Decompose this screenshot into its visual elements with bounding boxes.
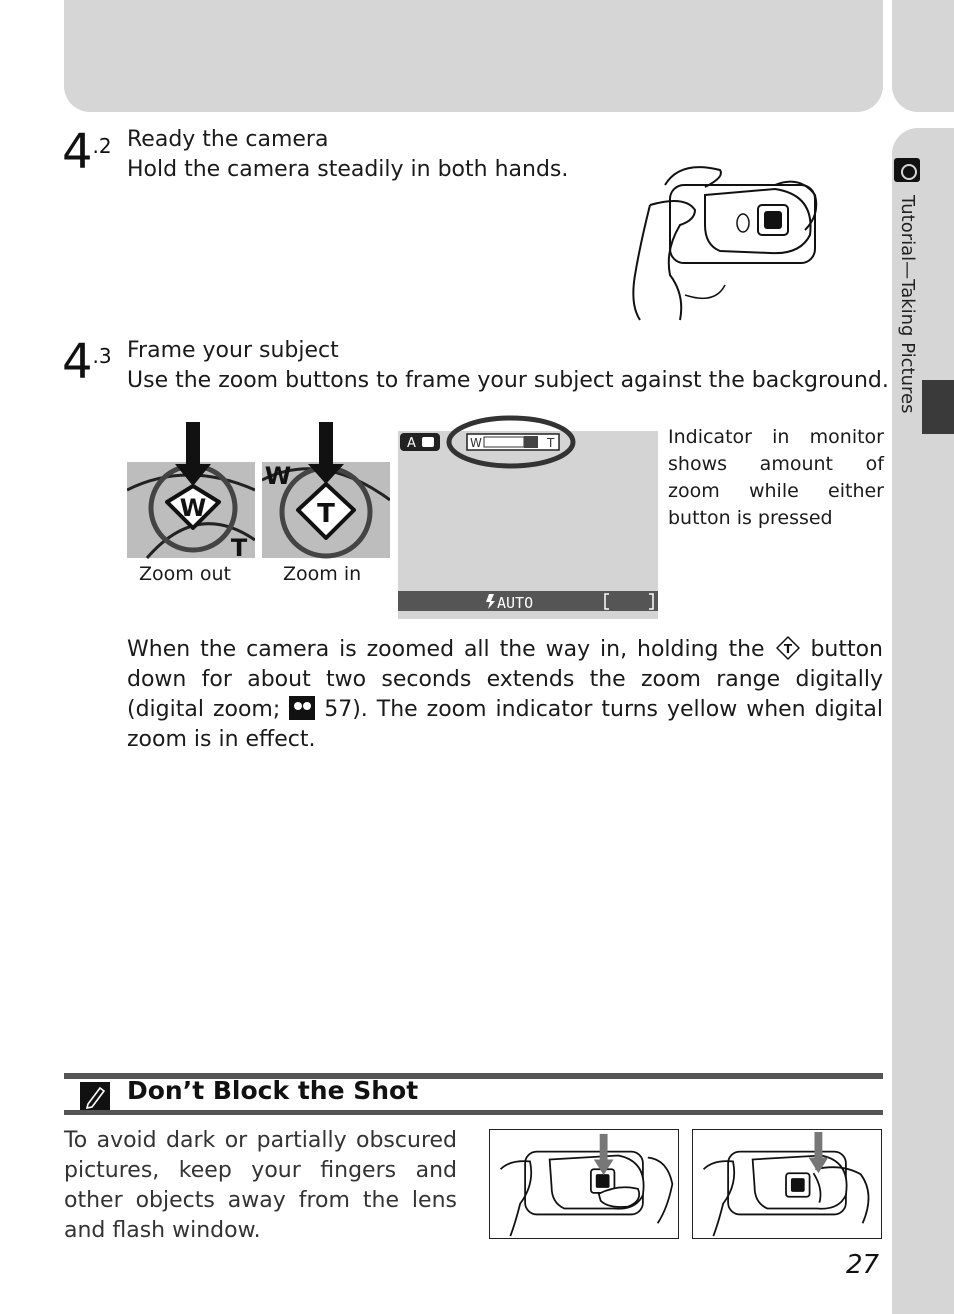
w-key-label: W xyxy=(179,494,207,522)
step-title: Frame your subject xyxy=(127,338,339,363)
chapter-tab-marker xyxy=(922,380,954,434)
page-number: 27 xyxy=(846,1250,880,1280)
step-body: Hold the camera steadily in both hands. xyxy=(127,157,569,182)
camera-mode-icon xyxy=(894,158,920,182)
zoom-in-caption: Zoom in xyxy=(283,563,362,585)
zoom-indicator-t: T xyxy=(547,436,555,450)
digital-zoom-paragraph: When the camera is zoomed all the way in, holding the T button down for about two seconds extends the zoom range digitally (digital zoom; 57). The zoom indicator turns yellow when digital zoom is in effect. xyxy=(127,637,884,752)
tip-body: To avoid dark or partially obscured pictures, keep your fingers and other objects away from the lens and flash window. xyxy=(64,1128,457,1243)
step-title: Ready the camera xyxy=(127,127,329,152)
tip-title: Don’t Block the Shot xyxy=(127,1076,419,1105)
mode-indicator: A xyxy=(407,436,416,451)
zoom-indicator-bar xyxy=(524,436,538,448)
t-key-label: T xyxy=(317,499,335,529)
pencil-note-icon xyxy=(80,1082,110,1110)
zoom-out-button-illustration xyxy=(127,420,255,560)
t-button-icon xyxy=(775,635,801,661)
zoom-out-caption: Zoom out xyxy=(139,563,231,585)
blocked-lens-illustration xyxy=(489,1129,679,1239)
blocked-flash-illustration xyxy=(692,1129,882,1239)
svg-text:T: T xyxy=(230,534,248,560)
page-reference-icon xyxy=(289,696,315,720)
tip-rule-bottom xyxy=(64,1110,883,1115)
hands-holding-camera-illustration xyxy=(625,155,825,325)
indicator-caption: Indicator in monitor shows amount of zoom while either button is pressed xyxy=(668,426,884,529)
svg-text:T: T xyxy=(783,642,792,656)
chapter-label: Tutorial—Taking Pictures xyxy=(897,195,918,414)
header-band xyxy=(64,0,883,112)
side-tab-top xyxy=(892,0,954,112)
zoom-indicator-w: W xyxy=(470,436,482,450)
step-number: 4.3 xyxy=(62,334,112,390)
monitor-display-illustration xyxy=(397,415,659,621)
svg-text:W: W xyxy=(264,462,292,490)
step-body: Use the zoom buttons to frame your subject against the background. xyxy=(127,368,889,393)
zoom-in-button-illustration xyxy=(262,420,390,560)
step-number: 4.2 xyxy=(62,124,112,180)
flash-mode-label: AUTO xyxy=(497,594,534,612)
